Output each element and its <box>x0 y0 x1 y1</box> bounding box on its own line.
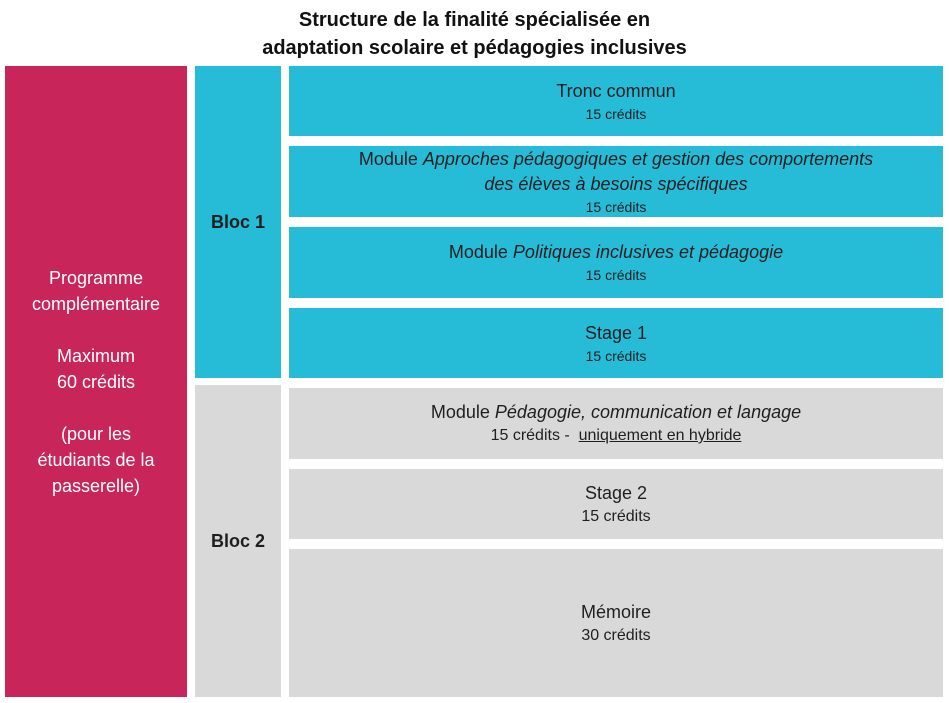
diagram-title <box>0 6 949 62</box>
module-credits: 30 crédits <box>581 626 651 644</box>
hybrid-only-note: uniquement en hybride <box>578 427 742 444</box>
module-title: Mémoire <box>580 601 651 622</box>
module-title: Tronc commun <box>556 80 676 101</box>
left-text-line-3: Maximum <box>56 345 135 366</box>
title-line-1: Structure de la finalité spécialisée en <box>298 9 651 31</box>
bloc-2 <box>195 385 281 697</box>
left-text-line-2: complémentaire <box>31 293 161 314</box>
module-title: Module Approches pédagogiques et gestion des comportements <box>358 148 874 169</box>
left-text-line-6: étudiants de la <box>37 449 155 470</box>
left-text-line-1: Programme <box>48 267 144 288</box>
module-title: Stage 2 <box>584 482 648 503</box>
module-title-line-2: des élèves à besoins spécifiques <box>484 173 748 194</box>
module-credits: 15 crédits <box>581 507 651 525</box>
module-pedagogie-communication <box>289 388 943 459</box>
module-credits: 15 crédits - uniquement en hybride <box>490 427 742 444</box>
module-tronc-commun <box>289 66 943 136</box>
module-credits: 15 crédits <box>585 267 647 283</box>
left-text-line-4: 60 crédits <box>56 371 136 392</box>
module-title: Stage 1 <box>584 322 648 343</box>
module-memoire <box>289 549 943 697</box>
module-credits: 15 crédits <box>585 105 647 122</box>
complementary-program-column <box>5 66 187 697</box>
bloc-2-label: Bloc 2 <box>210 530 266 551</box>
module-stage-1 <box>289 308 943 378</box>
bloc-1-label: Bloc 1 <box>210 211 266 232</box>
module-title: Module Pédagogie, communication et langage <box>430 402 802 422</box>
left-text-line-7: passerelle) <box>51 475 141 496</box>
title-line-2: adaptation scolaire et pédagogies inclusives <box>262 37 687 59</box>
module-title: Module Politiques inclusives et pédagogie <box>448 242 784 262</box>
bloc-1 <box>195 66 281 378</box>
module-approches-pedagogiques <box>289 146 943 217</box>
left-text-line-5: (pour les <box>60 423 132 444</box>
module-credits: 15 crédits <box>585 198 647 215</box>
module-politiques-inclusives <box>289 227 943 298</box>
module-stage-2 <box>289 469 943 539</box>
module-credits: 15 crédits <box>585 347 647 364</box>
